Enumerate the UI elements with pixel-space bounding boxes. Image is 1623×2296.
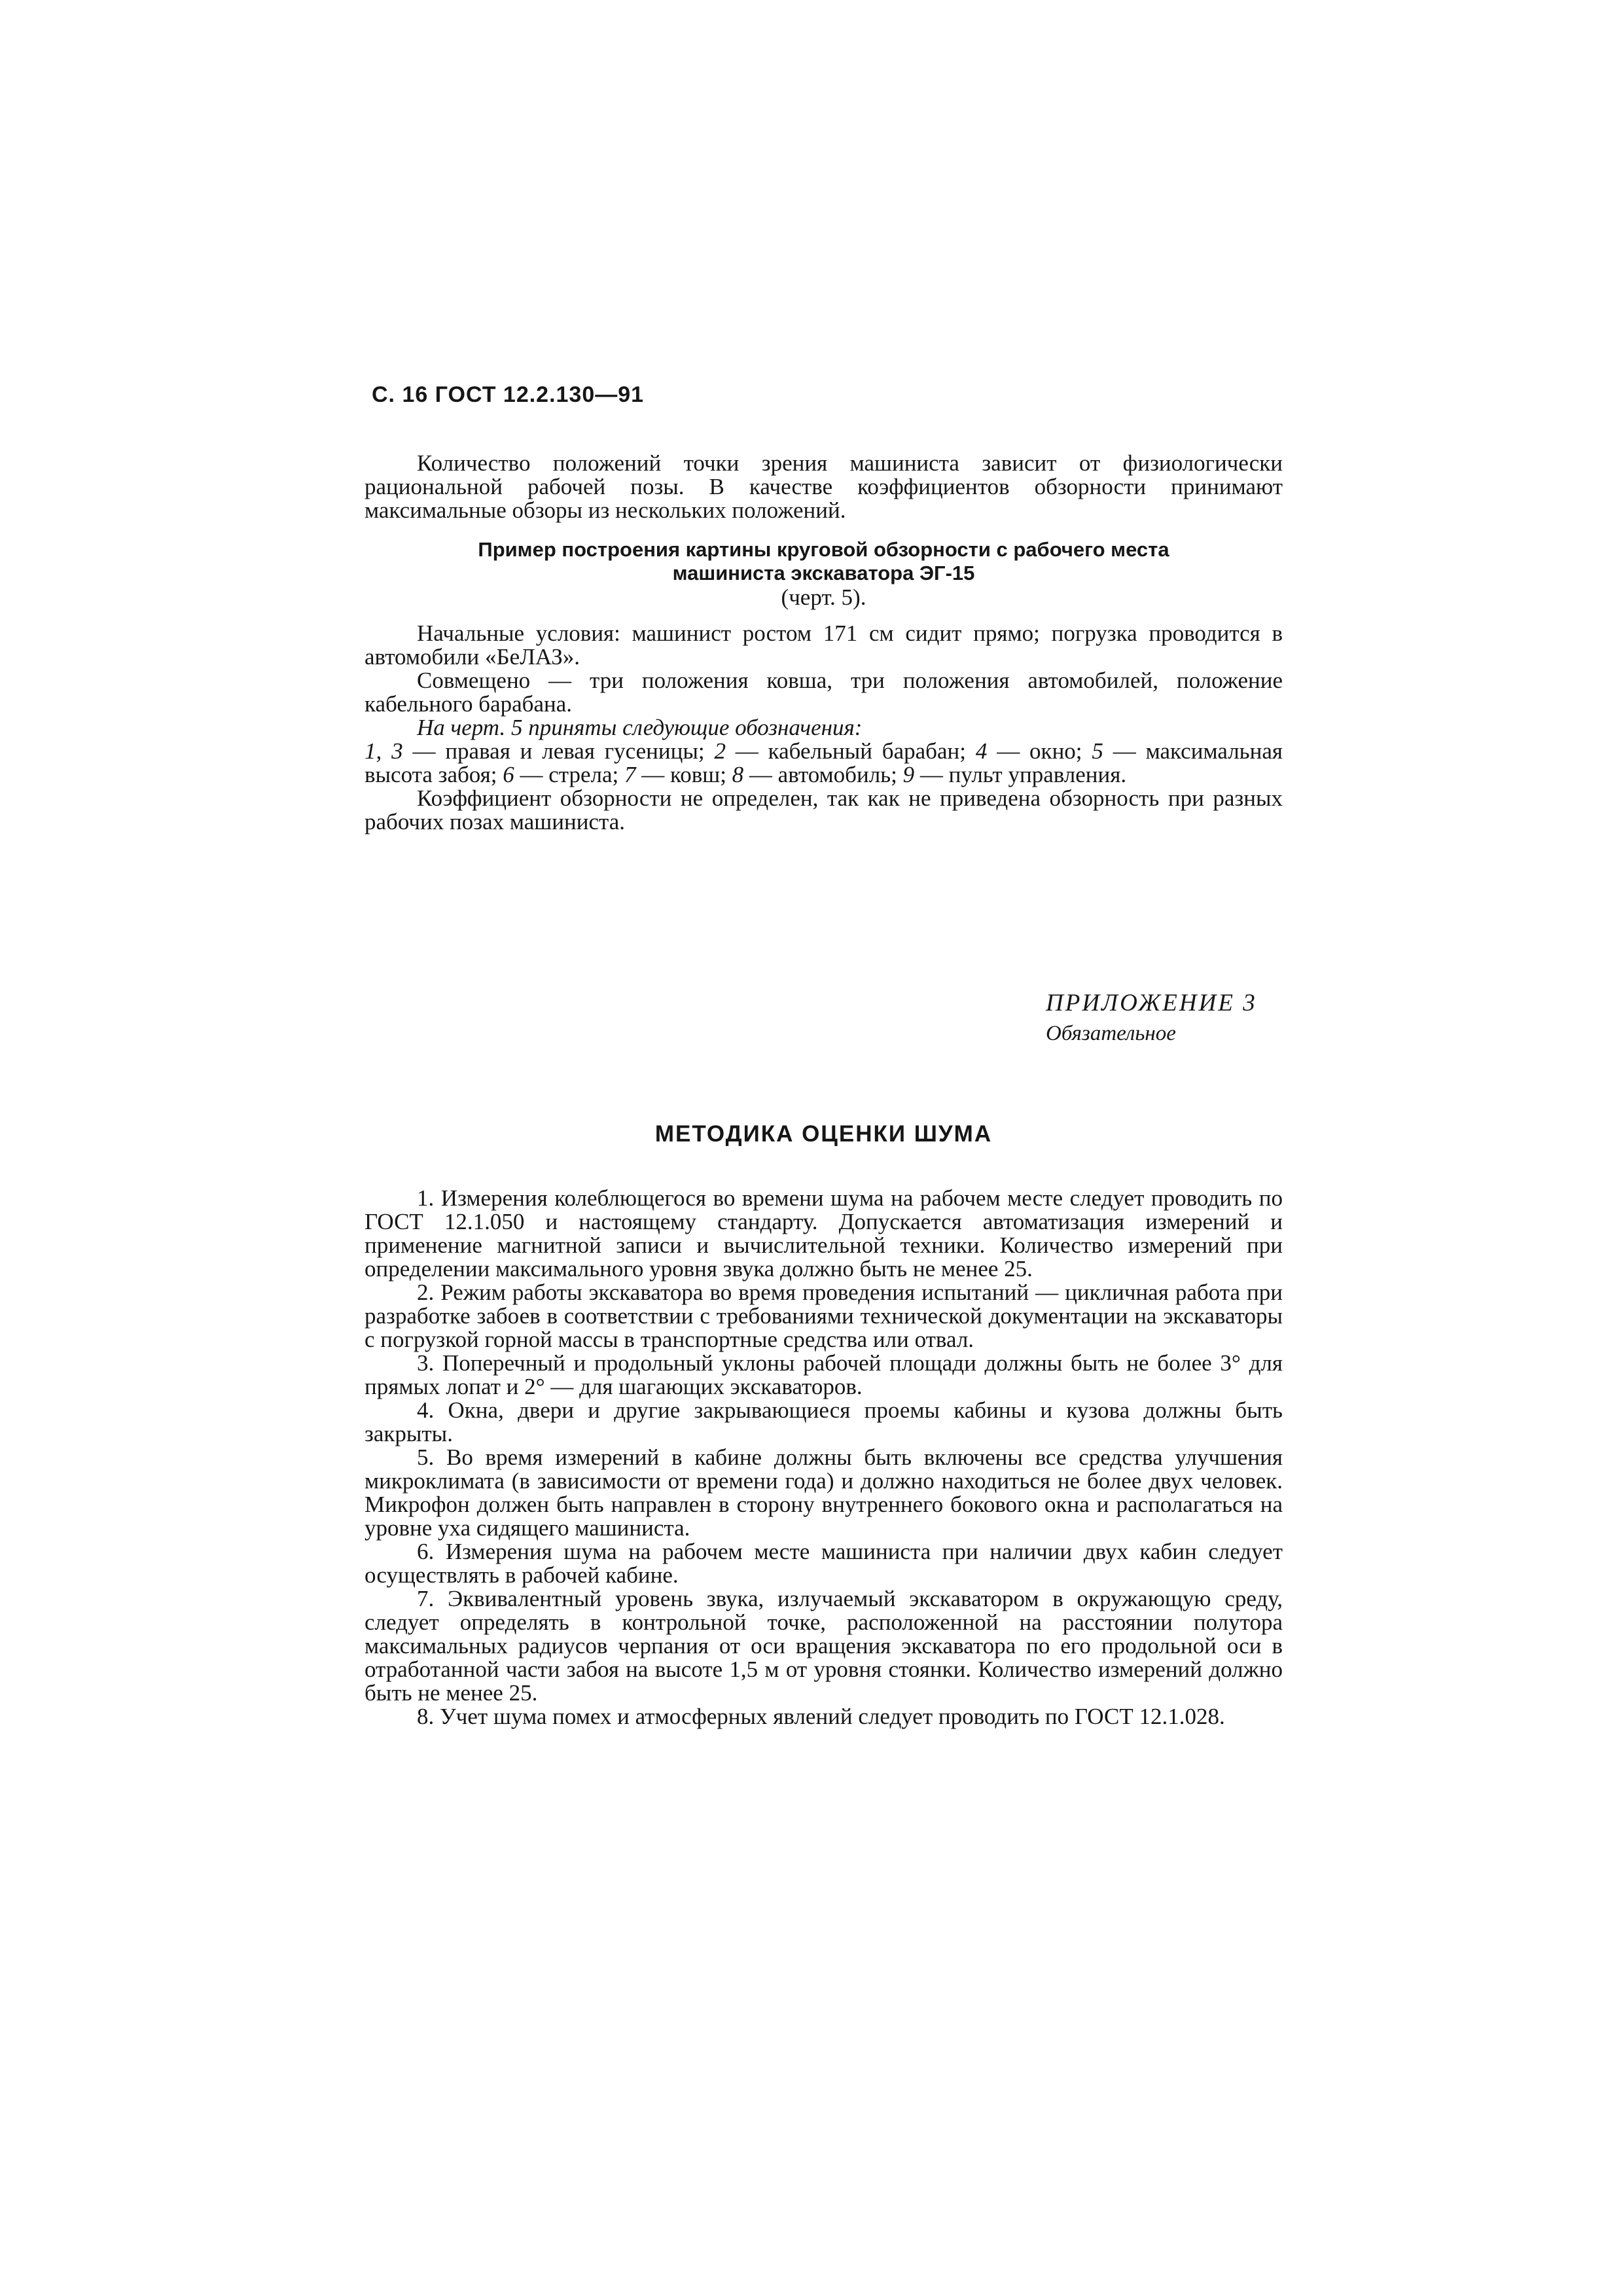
- method-items: [365, 1187, 1283, 1729]
- example-title-line2: машиниста экскаватора ЭГ-15: [672, 562, 975, 584]
- method-item: 2. Режим работы экскаватора во время проведения испытаний — цикличная работа при разработке забоев в соответствии с требованиями технической документации на экскаваторы с погрузкой горной массы в транспортные средства или отвал.: [365, 1280, 1283, 1352]
- legend-number: 4: [975, 738, 988, 764]
- legend-text: — правая и левая гусеницы;: [402, 738, 715, 764]
- legend-text: — автомобиль;: [743, 762, 903, 787]
- example-body: [365, 622, 1283, 834]
- legend-number: 5: [1092, 738, 1103, 764]
- legend-number: 1, 3: [365, 738, 403, 764]
- example-combined: Совмещено — три положения ковша, три положения автомобилей, положение кабельного барабана.: [365, 668, 1283, 717]
- legend-number: 6: [503, 762, 514, 787]
- legend-number: 8: [732, 762, 744, 787]
- legend-number: 9: [902, 762, 915, 787]
- example-conclusion: Коэффициент обзорности не определен, так как не приведена обзорность при разных рабочих позах машиниста.: [365, 785, 1283, 834]
- legend-text: — окно;: [987, 738, 1092, 764]
- legend-text: — ковш;: [635, 762, 732, 787]
- legend-number: 7: [624, 762, 636, 787]
- appendix-label-block: [1046, 988, 1257, 1049]
- legend-number: 2: [714, 738, 726, 764]
- appendix-note: Обязательное: [1046, 1022, 1176, 1045]
- intro-paragraph: Количество положений точки зрения машиниста зависит от физиологически рациональной рабочей позы. В качестве коэффициентов обзорности принимают максимальные обзоры из нескольких положений.: [365, 450, 1283, 523]
- method-item: 3. Поперечный и продольный уклоны рабочей площади должны быть не более 3° для прямых лопат и 2° — для шагающих экскаваторов.: [365, 1350, 1283, 1399]
- intro-paragraph-block: [365, 452, 1283, 522]
- example-legend-intro: На черт. 5 приняты следующие обозначения:: [417, 715, 863, 740]
- legend-text: — пульт управления.: [914, 762, 1127, 787]
- method-item: 7. Эквивалентный уровень звука, излучаемый экскаватором в окружающую среду, следует определять в контрольной точке, расположенной на расстоянии полутора максимальных радиусов черпания от оси вращения экскаватора по его продольной оси в отработанной части забоя на высоте 1,5 м от уровня стоянки. Количество измерений должно быть не менее 25.: [365, 1586, 1283, 1706]
- method-item: 1. Измерения колеблющегося во времени шума на рабочем месте следует проводить по ГОСТ 12.1.050 и настоящему стандарту. Допускается автоматизация измерений и применение магнитной записи и вычислительной техники. Количество измерений при определении максимального уровня звука должно быть не менее 25.: [365, 1185, 1283, 1282]
- legend-text: — стрела;: [514, 762, 624, 787]
- appendix-label: ПРИЛОЖЕНИЕ 3: [1046, 990, 1257, 1016]
- method-title: МЕТОДИКА ОЦЕНКИ ШУМА: [654, 1121, 993, 1147]
- example-drawing-ref: (черт. 5).: [781, 584, 866, 610]
- method-item: 8. Учет шума помех и атмосферных явлений следует проводить по ГОСТ 12.1.028.: [417, 1704, 1225, 1729]
- example-title: [365, 538, 1283, 610]
- legend-text: — кабельный барабан;: [725, 738, 976, 764]
- example-initial-conditions: Начальные условия: машинист ростом 171 см сидит прямо; погрузка проводится в автомобили «БеЛАЗ».: [365, 620, 1283, 670]
- page-header: С. 16 ГОСТ 12.2.130—91: [372, 382, 645, 407]
- method-item: 5. Во время измерений в кабине должны быть включены все средства улучшения микроклимата (в зависимости от времени года) и должно находиться не более двух человек. Микрофон должен быть направлен в сторону внутреннего бокового окна и располагаться на уровне уха сидящего машиниста.: [365, 1444, 1283, 1541]
- method-item: 6. Измерения шума на рабочем месте машиниста при наличии двух кабин следует осуществлять в рабочей кабине.: [365, 1539, 1283, 1588]
- example-title-line1: Пример построения картины круговой обзорности с рабочего места: [478, 538, 1169, 561]
- legend-text: — максимальная высота забоя;: [365, 738, 1283, 787]
- method-item: 4. Окна, двери и другие закрывающиеся проемы кабины и кузова должны быть закрыты.: [365, 1397, 1283, 1446]
- example-legend: [365, 740, 1283, 787]
